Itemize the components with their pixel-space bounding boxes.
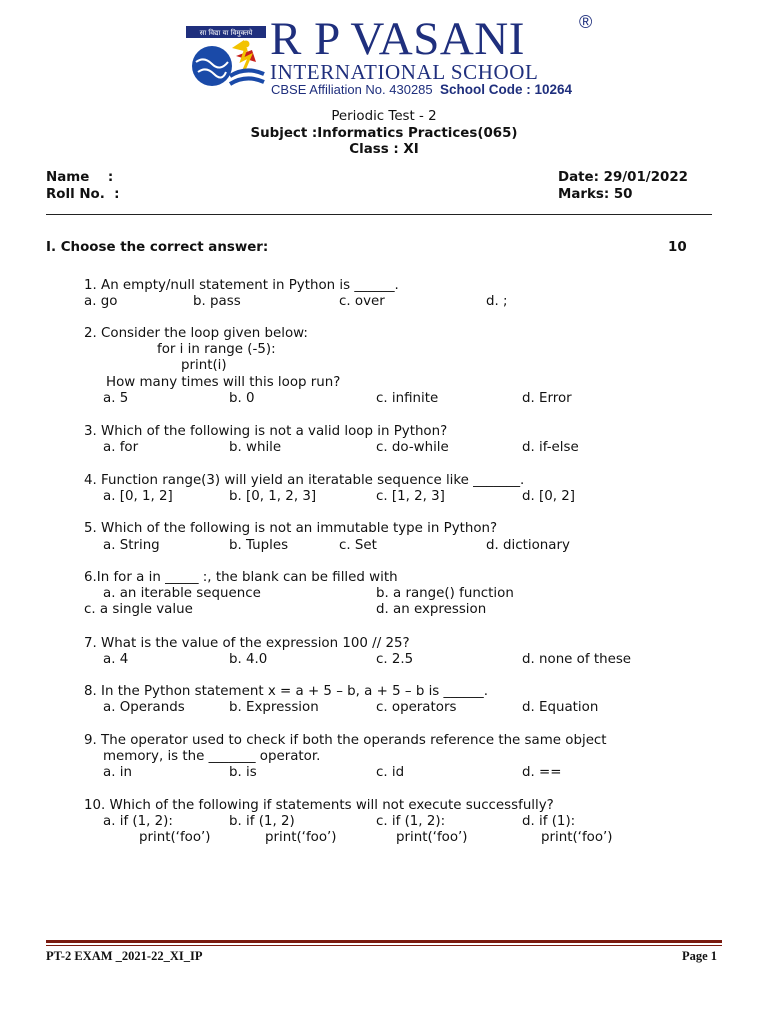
q8-option-b: b. Expression (229, 700, 319, 715)
question-1: 1. An empty/null statement in Python is ______. (84, 278, 399, 293)
question-9-continued: memory, is the _______ operator. (103, 749, 321, 764)
question-10: 10. Which of the following if statements will not execute successfully? (84, 798, 554, 813)
exam-title: Periodic Test - 2 (331, 109, 437, 124)
q1-option-d: d. ; (486, 294, 508, 309)
q5-option-d: d. dictionary (486, 538, 570, 553)
q8-option-a: a. Operands (103, 700, 185, 715)
exam-date: Date: 29/01/2022 (558, 170, 688, 185)
q1-option-a: a. go (84, 294, 118, 309)
q10-option-c-code: print(‘foo’) (396, 830, 468, 845)
q4-option-d: d. [0, 2] (522, 489, 576, 504)
name-label: Name : (46, 170, 114, 185)
q10-option-c: c. if (1, 2): (376, 814, 446, 829)
footer-exam-code: PT-2 EXAM _2021-22_XI_IP (46, 949, 203, 963)
q2-question: How many times will this loop run? (106, 375, 341, 390)
q7-option-a: a. 4 (103, 652, 129, 667)
q8-option-c: c. operators (376, 700, 457, 715)
q7-option-b: b. 4.0 (229, 652, 268, 667)
footer-rule-thin (46, 945, 722, 946)
question-2: 2. Consider the loop given below: (84, 326, 308, 341)
exam-subject: Subject :Informatics Practices(065) (250, 126, 518, 141)
q10-option-a-code: print(‘foo’) (139, 830, 211, 845)
q5-option-c: c. Set (339, 538, 377, 553)
q2-option-a: a. 5 (103, 391, 129, 406)
question-4: 4. Function range(3) will yield an iteratable sequence like _______. (84, 473, 525, 488)
q6-option-c: c. a single value (84, 602, 193, 617)
school-name: R P VASANI (270, 13, 525, 65)
q2-code-line-1: for i in range (-5): (157, 342, 276, 357)
q6-option-d: d. an expression (376, 602, 487, 617)
school-code: School Code : 10264 (440, 82, 573, 97)
q9-option-d: d. == (522, 765, 562, 780)
section-heading: I. Choose the correct answer: (46, 240, 269, 255)
q4-option-a: a. [0, 1, 2] (103, 489, 173, 504)
question-8: 8. In the Python statement x = a + 5 – b, a + 5 – b is ______. (84, 684, 488, 699)
q10-option-a: a. if (1, 2): (103, 814, 173, 829)
school-subtitle: INTERNATIONAL SCHOOL (270, 60, 539, 84)
q3-option-a: a. for (103, 440, 139, 455)
exam-marks: Marks: 50 (558, 187, 633, 202)
q3-option-d: d. if-else (522, 440, 579, 455)
q10-option-d-code: print(‘foo’) (541, 830, 613, 845)
q10-option-d: d. if (1): (522, 814, 576, 829)
q7-option-d: d. none of these (522, 652, 632, 667)
motto-text: सा विद्या या विमुक्तये (199, 29, 253, 37)
q8-option-d: d. Equation (522, 700, 599, 715)
footer-rule-thick (46, 940, 722, 943)
q3-option-b: b. while (229, 440, 282, 455)
question-6: 6.In for a in _____ :, the blank can be filled with (84, 570, 398, 585)
q5-option-a: a. String (103, 538, 160, 553)
q2-option-c: c. infinite (376, 391, 439, 406)
footer-page-number: Page 1 (682, 949, 718, 963)
q1-option-b: b. pass (193, 294, 241, 309)
q4-option-c: c. [1, 2, 3] (376, 489, 445, 504)
q2-option-d: d. Error (522, 391, 572, 406)
q7-option-c: c. 2.5 (376, 652, 414, 667)
question-5: 5. Which of the following is not an immutable type in Python? (84, 521, 498, 536)
roll-label: Roll No. : (46, 187, 120, 202)
q6-option-b: b. a range() function (376, 586, 514, 601)
q2-code-line-2: print(i) (181, 358, 227, 373)
q10-option-b: b. if (1, 2) (229, 814, 295, 829)
q6-option-a: a. an iterable sequence (103, 586, 261, 601)
q10-option-b-code: print(‘foo’) (265, 830, 337, 845)
q2-option-b: b. 0 (229, 391, 255, 406)
q4-option-b: b. [0, 1, 2, 3] (229, 489, 317, 504)
exam-class: Class : XI (349, 142, 419, 157)
registered-mark: ® (579, 12, 593, 32)
header-divider (46, 214, 712, 215)
q9-option-b: b. is (229, 765, 257, 780)
q3-option-c: c. do-while (376, 440, 449, 455)
question-3: 3. Which of the following is not a valid loop in Python? (84, 424, 448, 439)
q1-option-c: c. over (339, 294, 385, 309)
question-9: 9. The operator used to check if both the operands reference the same object (84, 733, 607, 748)
question-7: 7. What is the value of the expression 100 // 25? (84, 636, 410, 651)
q9-option-c: c. id (376, 765, 405, 780)
school-emblem-icon (186, 26, 266, 90)
q9-option-a: a. in (103, 765, 132, 780)
section-marks: 10 (668, 240, 687, 255)
affiliation-number: CBSE Affiliation No. 430285 (271, 82, 433, 97)
q5-option-b: b. Tuples (229, 538, 289, 553)
